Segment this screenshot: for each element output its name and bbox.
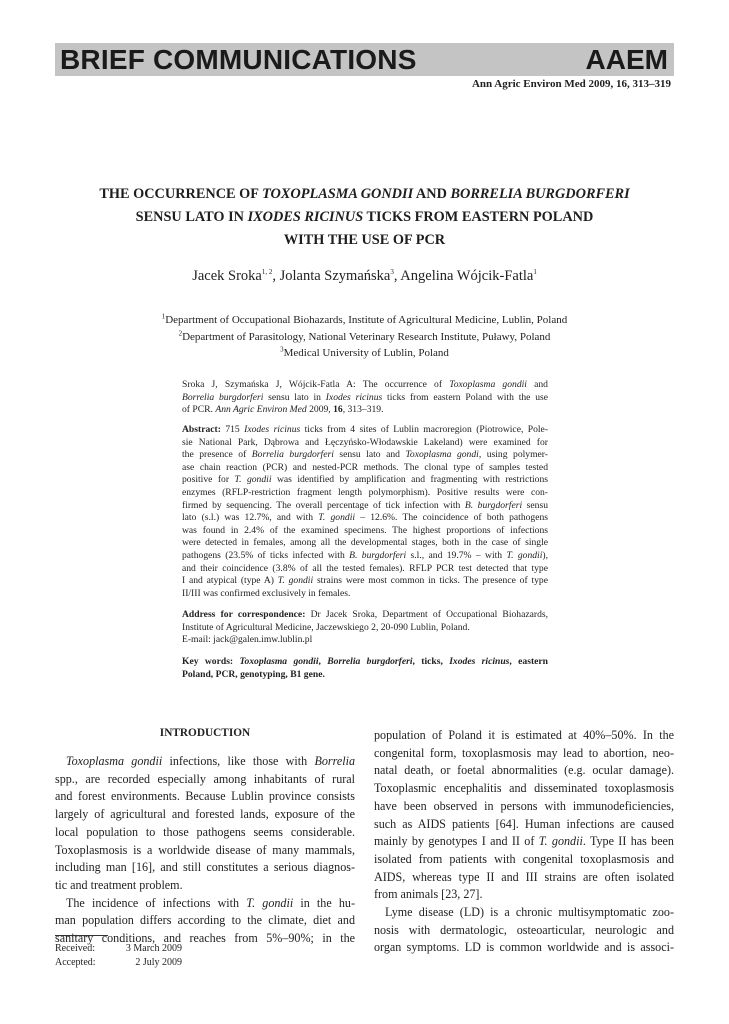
abstract-label: Abstract: <box>182 424 221 435</box>
section-heading-introduction: INTRODUCTION <box>159 727 251 739</box>
affiliation-1: $^1$Department of Occupational Biohazards, Institute of Agricultural Medicine, Lublin, Poland <box>161 312 568 326</box>
journal-citation: Ann Agric Environ Med 2009, 16, 313–319 <box>471 78 671 90</box>
author-list: Jacek Sroka$^{1, 2}$, Jolanta Szymańska$^3$, Angelina Wójcik-Fatla$^1$ <box>192 268 537 284</box>
keywords: Key words: Toxoplasma gondii, Borrelia burgdorferi, ticks, Ixodes ricinus, eastern Poland, PCR, genotyping, B1 gene. <box>182 656 548 680</box>
email-address: E-mail: jack@galen.imw.lublin.pl <box>182 634 313 646</box>
body-column-right: population of Poland it is estimated at 40%–50%. In the congenital form, toxoplasmosis may lead to abortion, neo- natal death, or foetal abnormalities (e.g. ocular damage). Toxoplasmic encephalitis and disseminated toxoplasmosis have been observed in persons with immunodeficiencies, such as AIDS patients [64]. Human infections are caused mainly by genotypes I and II of T. gondii. Type II has been isolated from patients with congenital toxoplasmosis and AIDS, whereas type II and III strains are often isolated from animals [23, 27]. Lyme disease (LD) is a chronic multisymptomatic zoo- nosis with dermatologic, osteoarticular, neurologic and organ symptoms. LD is common worldwide and is associ- <box>374 728 674 955</box>
accepted-date: Accepted: 2 July 2009 <box>55 957 182 968</box>
affiliation-3: $^3$Medical University of Lublin, Poland <box>280 345 449 359</box>
affiliation-2: $^2$Department of Parasitology, National Veterinary Research Institute, Puławy, Poland <box>178 328 551 343</box>
submission-dates <box>55 942 182 970</box>
correspondence-label: Address for correspondence: <box>182 609 306 620</box>
correspondence: Address for correspondence: Dr Jacek Sroka, Department of Occupational Biohazards, Institute of Agricultural Medicine, Jaczewskiego 2, 20-090 Lublin, Poland. E-mail: jack@galen.imw.lublin.pl <box>182 609 548 646</box>
abstract: Abstract: 715 Ixodes ricinus ticks from 4 sites of Lublin macroregion (Piotrowice, Pole- sie National Park, Dąbrowa and Łęczyńsko-Włodawskie Lakeland) were examined for the presence of Borrelia burgdorferi sensu lato and Toxoplasma gondi, using polymer- ase chain reaction (PCR) and nested-PCR methods. The clonal type of samples tested positive for T. gondii was identified by amplification and fragmenting with restrictions enzymes (RFLP-restriction fragment length polymorphism). Positive results were con- firmed by sequencing. The overall percentage of tick infection with B. burgdorferi sensu lato (s.l.) was 12.7%, and with T. gondii – 12.6%. The coincidence of both pathogens was found in 2.4% of the examined specimens. The highest proportions of infections were detected in females, among all the developmental stages, both in the case of single pathogens (23.5% of ticks infected with B. burgdorferi s.l., and 19.7% – with T. gondii), and their coincidence (3.8% of all the tested females). RFLP PCR test detected that type I and atypical (type A) T. gondii strains were most common in ticks. The presence of type II/III was confirmed exclusively in females. <box>182 424 549 599</box>
section-label: BRIEF COMMUNICATIONS <box>60 44 417 75</box>
keywords-label: Key words: <box>182 656 234 667</box>
affiliations <box>55 312 674 362</box>
body-column-left: Toxoplasma gondii infections, like those with Borrelia spp., are recorded especially among inhabitants of rural and forest environments. Because Lublin province consists largely of agricultural and forested lands, exposure of the local population to those pathogens seems considerable. Toxoplasmosis is a worldwide disease of many mammals, including man [16], and still constitutes a serious diagnos- tic and treatment problem. The incidence of infections with T. gondii in the hu- man population differs according to the climate, diet and sanitary conditions, and reaches from 5%–90%; in the <box>55 754 355 946</box>
reference-citation: Sroka J, Szymańska J, Wójcik-Fatla A: The occurrence of Toxoplasma gondii and Borrelia burgdorferi sensu lato in Ixodes ricinus ticks from eastern Poland with the use of PCR. Ann Agric Environ Med 2009, 16, 313–319. <box>182 379 548 416</box>
received-date: Received: 3 March 2009 <box>55 943 182 954</box>
journal-banner <box>55 43 674 76</box>
footnote-rule <box>55 935 108 936</box>
article-title: THE OCCURRENCE OF TOXOPLASMA GONDII AND BORRELIA BURGDORFERI SENSU LATO IN IXODES RICINUS TICKS FROM EASTERN POLAND WITH THE USE OF PCR <box>99 186 630 248</box>
journal-abbreviation: AAEM <box>585 44 668 75</box>
